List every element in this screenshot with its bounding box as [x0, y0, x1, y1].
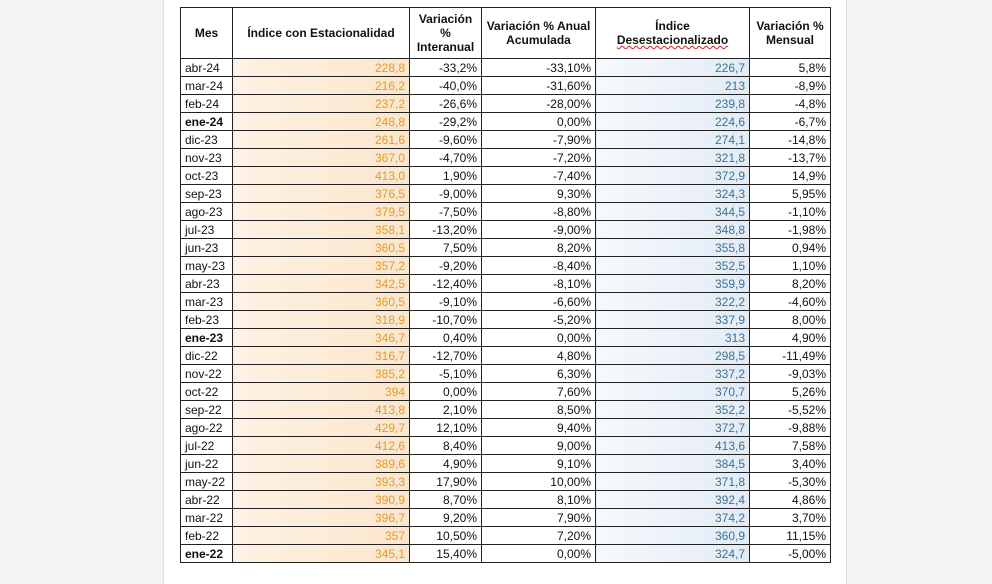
cell-indice-estacionalidad: 412,6: [233, 437, 410, 455]
cell-mes: ene-24: [181, 113, 233, 131]
table-row: [181, 167, 831, 185]
header-mes: Mes: [181, 8, 233, 59]
table-row: [181, 149, 831, 167]
cell-variacion-anual-acumulada: -28,00%: [482, 95, 596, 113]
cell-variacion-anual-acumulada: 9,10%: [482, 455, 596, 473]
cell-mes: ene-23: [181, 329, 233, 347]
cell-indice-desestacionalizado: 372,9: [596, 167, 750, 185]
cell-variacion-anual-acumulada: -7,90%: [482, 131, 596, 149]
cell-variacion-mensual: -5,00%: [750, 545, 831, 563]
cell-variacion-interanual: 1,90%: [410, 167, 482, 185]
table-row: [181, 545, 831, 563]
cell-indice-estacionalidad: 413,8: [233, 401, 410, 419]
table-row: [181, 437, 831, 455]
cell-variacion-interanual: -9,00%: [410, 185, 482, 203]
cell-variacion-interanual: 10,50%: [410, 527, 482, 545]
cell-variacion-mensual: -9,88%: [750, 419, 831, 437]
cell-indice-desestacionalizado: 392,4: [596, 491, 750, 509]
table-row: [181, 113, 831, 131]
cell-mes: mar-22: [181, 509, 233, 527]
header-variacion-interanual-line1: Variación: [418, 12, 473, 26]
cell-variacion-anual-acumulada: 4,80%: [482, 347, 596, 365]
cell-mes: jul-22: [181, 437, 233, 455]
cell-variacion-interanual: -9,20%: [410, 257, 482, 275]
cell-variacion-interanual: 17,90%: [410, 473, 482, 491]
cell-indice-desestacionalizado: 413,6: [596, 437, 750, 455]
cell-mes: abr-23: [181, 275, 233, 293]
cell-indice-estacionalidad: 376,5: [233, 185, 410, 203]
cell-variacion-anual-acumulada: 8,50%: [482, 401, 596, 419]
table-row: [181, 257, 831, 275]
cell-variacion-interanual: 8,40%: [410, 437, 482, 455]
cell-indice-estacionalidad: 390,9: [233, 491, 410, 509]
header-variacion-interanual: [410, 8, 482, 59]
cell-variacion-anual-acumulada: 8,10%: [482, 491, 596, 509]
cell-variacion-anual-acumulada: -8,10%: [482, 275, 596, 293]
cell-indice-desestacionalizado: 370,7: [596, 383, 750, 401]
cell-variacion-mensual: 3,70%: [750, 509, 831, 527]
cell-indice-desestacionalizado: 274,1: [596, 131, 750, 149]
cell-variacion-anual-acumulada: -31,60%: [482, 77, 596, 95]
cell-indice-estacionalidad: 360,5: [233, 239, 410, 257]
cell-variacion-mensual: -4,60%: [750, 293, 831, 311]
table-row: [181, 311, 831, 329]
header-variacion-anual-line2: Acumulada: [506, 33, 571, 47]
cell-variacion-mensual: 4,86%: [750, 491, 831, 509]
cell-indice-estacionalidad: 216,2: [233, 77, 410, 95]
cell-variacion-anual-acumulada: 0,00%: [482, 113, 596, 131]
cell-variacion-interanual: -4,70%: [410, 149, 482, 167]
cell-indice-desestacionalizado: 313: [596, 329, 750, 347]
cell-indice-desestacionalizado: 213: [596, 77, 750, 95]
cell-indice-desestacionalizado: 324,3: [596, 185, 750, 203]
cell-mes: sep-22: [181, 401, 233, 419]
cell-variacion-anual-acumulada: 8,20%: [482, 239, 596, 257]
cell-variacion-anual-acumulada: 9,30%: [482, 185, 596, 203]
cell-variacion-interanual: 7,50%: [410, 239, 482, 257]
cell-indice-desestacionalizado: 298,5: [596, 347, 750, 365]
cell-variacion-interanual: -10,70%: [410, 311, 482, 329]
cell-indice-desestacionalizado: 374,2: [596, 509, 750, 527]
cell-variacion-anual-acumulada: 7,20%: [482, 527, 596, 545]
cell-variacion-interanual: 0,00%: [410, 383, 482, 401]
cell-indice-desestacionalizado: 352,5: [596, 257, 750, 275]
cell-indice-estacionalidad: 393,3: [233, 473, 410, 491]
cell-variacion-mensual: -5,52%: [750, 401, 831, 419]
cell-variacion-anual-acumulada: -33,10%: [482, 59, 596, 77]
cell-variacion-anual-acumulada: -7,40%: [482, 167, 596, 185]
header-indice-estacionalidad: Índice con Estacionalidad: [233, 8, 410, 59]
cell-indice-desestacionalizado: 337,2: [596, 365, 750, 383]
header-variacion-anual-acumulada: [482, 8, 596, 59]
cell-indice-estacionalidad: 429,7: [233, 419, 410, 437]
table-row: [181, 329, 831, 347]
cell-variacion-mensual: -6,7%: [750, 113, 831, 131]
cell-variacion-interanual: 15,40%: [410, 545, 482, 563]
cell-indice-estacionalidad: 379,5: [233, 203, 410, 221]
cell-indice-desestacionalizado: 371,8: [596, 473, 750, 491]
header-variacion-mensual: [750, 8, 831, 59]
cell-indice-desestacionalizado: 226,7: [596, 59, 750, 77]
cell-indice-desestacionalizado: 355,8: [596, 239, 750, 257]
cell-variacion-anual-acumulada: -6,60%: [482, 293, 596, 311]
cell-mes: may-23: [181, 257, 233, 275]
cell-variacion-mensual: 4,90%: [750, 329, 831, 347]
header-variacion-anual-line1: Variación % Anual: [486, 19, 591, 33]
cell-indice-estacionalidad: 318,9: [233, 311, 410, 329]
cell-variacion-anual-acumulada: 7,60%: [482, 383, 596, 401]
table-body: [181, 59, 831, 563]
table-row: [181, 275, 831, 293]
cell-variacion-anual-acumulada: -9,00%: [482, 221, 596, 239]
header-indice-desestacionalizado-prefix: Índice: [655, 19, 690, 33]
cell-variacion-interanual: 8,70%: [410, 491, 482, 509]
cell-mes: may-22: [181, 473, 233, 491]
cell-variacion-anual-acumulada: -5,20%: [482, 311, 596, 329]
cell-variacion-interanual: -9,10%: [410, 293, 482, 311]
cell-indice-estacionalidad: 389,6: [233, 455, 410, 473]
cell-mes: ene-22: [181, 545, 233, 563]
cell-variacion-anual-acumulada: 0,00%: [482, 329, 596, 347]
cell-variacion-interanual: 4,90%: [410, 455, 482, 473]
cell-mes: dic-22: [181, 347, 233, 365]
table-row: [181, 239, 831, 257]
cell-indice-desestacionalizado: 324,7: [596, 545, 750, 563]
cell-variacion-mensual: -8,9%: [750, 77, 831, 95]
cell-variacion-mensual: 5,95%: [750, 185, 831, 203]
cell-variacion-anual-acumulada: 9,40%: [482, 419, 596, 437]
table-row: [181, 185, 831, 203]
cell-variacion-mensual: 14,9%: [750, 167, 831, 185]
table-row: [181, 59, 831, 77]
header-variacion-interanual-line3: Interanual: [416, 40, 475, 54]
table-row: [181, 473, 831, 491]
cell-indice-desestacionalizado: 348,8: [596, 221, 750, 239]
cell-indice-estacionalidad: 357: [233, 527, 410, 545]
cell-variacion-mensual: 11,15%: [750, 527, 831, 545]
cell-indice-estacionalidad: 342,5: [233, 275, 410, 293]
cell-indice-desestacionalizado: 344,5: [596, 203, 750, 221]
cell-mes: nov-23: [181, 149, 233, 167]
cell-indice-desestacionalizado: 239,8: [596, 95, 750, 113]
table-row: [181, 455, 831, 473]
cell-mes: mar-23: [181, 293, 233, 311]
cell-variacion-interanual: -5,10%: [410, 365, 482, 383]
cell-indice-desestacionalizado: 337,9: [596, 311, 750, 329]
table-row: [181, 95, 831, 113]
table-row: [181, 293, 831, 311]
cell-variacion-mensual: 7,58%: [750, 437, 831, 455]
cell-variacion-mensual: -1,10%: [750, 203, 831, 221]
cell-variacion-mensual: -1,98%: [750, 221, 831, 239]
cell-mes: feb-22: [181, 527, 233, 545]
cell-mes: oct-23: [181, 167, 233, 185]
cell-mes: ago-22: [181, 419, 233, 437]
cell-variacion-interanual: -7,50%: [410, 203, 482, 221]
cell-mes: abr-24: [181, 59, 233, 77]
cell-variacion-mensual: 5,8%: [750, 59, 831, 77]
cell-variacion-anual-acumulada: 7,90%: [482, 509, 596, 527]
cell-indice-estacionalidad: 367,0: [233, 149, 410, 167]
cell-indice-estacionalidad: 360,5: [233, 293, 410, 311]
cell-variacion-interanual: -33,2%: [410, 59, 482, 77]
cell-indice-desestacionalizado: 321,8: [596, 149, 750, 167]
table-row: [181, 527, 831, 545]
cell-mes: nov-22: [181, 365, 233, 383]
header-variacion-mensual-line1: Variación %: [756, 19, 824, 33]
cell-variacion-interanual: -9,60%: [410, 131, 482, 149]
cell-mes: dic-23: [181, 131, 233, 149]
cell-indice-estacionalidad: 394: [233, 383, 410, 401]
cell-variacion-mensual: 0,94%: [750, 239, 831, 257]
table-header: [181, 8, 831, 59]
cell-variacion-mensual: -9,03%: [750, 365, 831, 383]
table-row: [181, 131, 831, 149]
cell-variacion-anual-acumulada: 6,30%: [482, 365, 596, 383]
cell-variacion-interanual: -26,6%: [410, 95, 482, 113]
cell-variacion-mensual: -13,7%: [750, 149, 831, 167]
table-row: [181, 419, 831, 437]
cell-indice-desestacionalizado: 360,9: [596, 527, 750, 545]
cell-variacion-mensual: 3,40%: [750, 455, 831, 473]
cell-variacion-interanual: -40,0%: [410, 77, 482, 95]
cell-indice-estacionalidad: 316,7: [233, 347, 410, 365]
cell-mes: ago-23: [181, 203, 233, 221]
cell-indice-desestacionalizado: 359,9: [596, 275, 750, 293]
cell-mes: feb-23: [181, 311, 233, 329]
cell-variacion-interanual: -12,40%: [410, 275, 482, 293]
table-row: [181, 221, 831, 239]
cell-indice-desestacionalizado: 322,2: [596, 293, 750, 311]
cell-indice-estacionalidad: 385,2: [233, 365, 410, 383]
header-variacion-mensual-line2: Mensual: [765, 33, 814, 47]
header-indice-desestacionalizado: [596, 8, 750, 59]
cell-mes: jul-23: [181, 221, 233, 239]
cell-variacion-interanual: -13,20%: [410, 221, 482, 239]
cell-variacion-interanual: 12,10%: [410, 419, 482, 437]
header-variacion-interanual-line2: %: [440, 26, 451, 40]
cell-indice-estacionalidad: 345,1: [233, 545, 410, 563]
cell-mes: oct-22: [181, 383, 233, 401]
cell-mes: jun-23: [181, 239, 233, 257]
cell-variacion-anual-acumulada: 0,00%: [482, 545, 596, 563]
table-row: [181, 77, 831, 95]
cell-indice-estacionalidad: 396,7: [233, 509, 410, 527]
cell-variacion-interanual: 0,40%: [410, 329, 482, 347]
table-row: [181, 365, 831, 383]
table-row: [181, 347, 831, 365]
cell-indice-desestacionalizado: 384,5: [596, 455, 750, 473]
table-row: [181, 491, 831, 509]
header-indice-desestacionalizado-word: Desestacionalizado: [616, 33, 729, 47]
cell-variacion-mensual: 5,26%: [750, 383, 831, 401]
cell-indice-estacionalidad: 358,1: [233, 221, 410, 239]
cell-variacion-mensual: 8,20%: [750, 275, 831, 293]
data-table: [180, 7, 831, 563]
cell-variacion-interanual: -12,70%: [410, 347, 482, 365]
cell-indice-desestacionalizado: 224,6: [596, 113, 750, 131]
cell-variacion-anual-acumulada: 9,00%: [482, 437, 596, 455]
cell-indice-estacionalidad: 346,7: [233, 329, 410, 347]
cell-variacion-anual-acumulada: 10,00%: [482, 473, 596, 491]
cell-indice-estacionalidad: 228,8: [233, 59, 410, 77]
table-row: [181, 509, 831, 527]
cell-variacion-mensual: -5,30%: [750, 473, 831, 491]
cell-indice-desestacionalizado: 352,2: [596, 401, 750, 419]
cell-variacion-interanual: 2,10%: [410, 401, 482, 419]
cell-mes: mar-24: [181, 77, 233, 95]
cell-variacion-mensual: -4,8%: [750, 95, 831, 113]
cell-mes: jun-22: [181, 455, 233, 473]
cell-variacion-mensual: 1,10%: [750, 257, 831, 275]
cell-indice-estacionalidad: 413,0: [233, 167, 410, 185]
header-row: [181, 8, 831, 59]
cell-indice-desestacionalizado: 372,7: [596, 419, 750, 437]
table-row: [181, 401, 831, 419]
cell-variacion-mensual: -11,49%: [750, 347, 831, 365]
cell-mes: feb-24: [181, 95, 233, 113]
table-row: [181, 203, 831, 221]
cell-variacion-anual-acumulada: -7,20%: [482, 149, 596, 167]
cell-variacion-mensual: 8,00%: [750, 311, 831, 329]
cell-mes: abr-22: [181, 491, 233, 509]
table-row: [181, 383, 831, 401]
cell-indice-estacionalidad: 261,6: [233, 131, 410, 149]
cell-mes: sep-23: [181, 185, 233, 203]
cell-variacion-mensual: -14,8%: [750, 131, 831, 149]
cell-indice-estacionalidad: 237,2: [233, 95, 410, 113]
cell-variacion-interanual: -29,2%: [410, 113, 482, 131]
cell-variacion-interanual: 9,20%: [410, 509, 482, 527]
cell-variacion-anual-acumulada: -8,40%: [482, 257, 596, 275]
cell-variacion-anual-acumulada: -8,80%: [482, 203, 596, 221]
cell-indice-estacionalidad: 357,2: [233, 257, 410, 275]
cell-indice-estacionalidad: 248,8: [233, 113, 410, 131]
